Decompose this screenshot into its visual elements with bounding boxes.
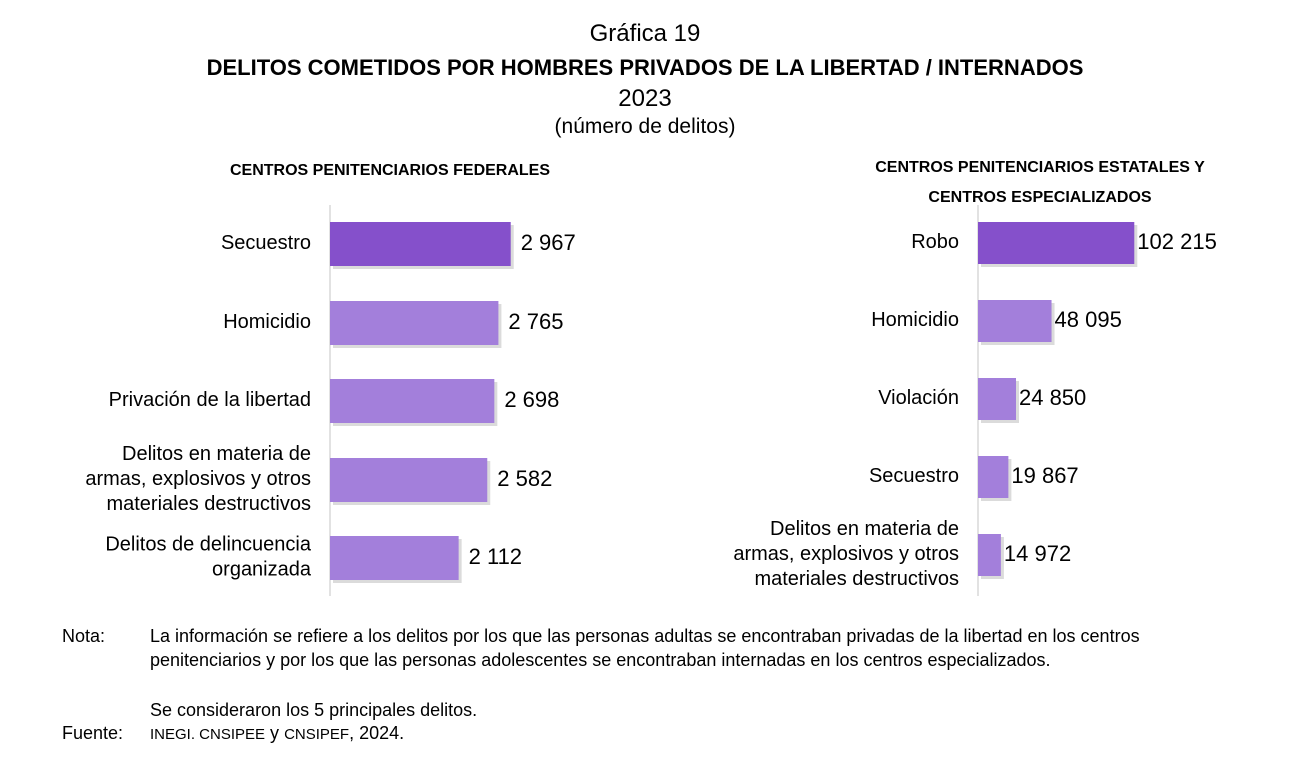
panel-state-title-line-1: CENTROS PENITENCIARIOS ESTATALES Y	[875, 159, 1205, 176]
source-and: y	[270, 723, 280, 743]
note-text: La información se refiere a los delitos por los que las personas adultas se encontraban privadas de la libertad en los centros penitenciarios y por los que las personas adolescentes se encontraban internadas en los centros especializados.	[150, 626, 1140, 670]
chart-number: Gráfica 19	[589, 20, 701, 47]
federal-value-label-5: 2 112	[468, 543, 523, 569]
federal-category-label-1: Secuestro	[220, 232, 311, 255]
federal-value-label-2: 2 765	[508, 308, 564, 334]
federal-value-label-4: 2 582	[497, 465, 553, 491]
state-category-label-2: Homicidio	[871, 309, 959, 332]
state-value-label-4: 19 867	[1011, 462, 1079, 488]
federal-category-label-2: Homicidio	[223, 311, 311, 334]
state-value-label-1: 102 215	[1137, 228, 1217, 254]
state-category-label-5: Delitos en materia de armas, explosivos y otros materiales destructivos	[733, 518, 959, 591]
state-bar-4	[978, 456, 1008, 498]
panel-state-title-line-2: CENTROS ESPECIALIZADOS	[928, 189, 1152, 206]
state-category-label-3: Violación	[878, 387, 959, 410]
source-text	[150, 721, 404, 747]
state-category-label-4: Secuestro	[868, 465, 959, 488]
note-extra: Se consideraron los 5 principales delitos.	[150, 700, 478, 720]
state-category-label-1: Robo	[911, 231, 959, 254]
federal-category-label-4: Delitos en materia de armas, explosivos y otros materiales destructivos	[85, 443, 311, 516]
chart-unit: (número de delitos)	[554, 115, 736, 138]
state-value-label-5: 14 972	[1003, 540, 1072, 566]
federal-value-label-1: 2 967	[520, 229, 576, 255]
state-value-label-2: 48 095	[1054, 306, 1122, 332]
panel-federal-title: CENTROS PENITENCIARIOS FEDERALES	[229, 162, 551, 179]
state-bar-1	[978, 222, 1134, 264]
federal-value-label-3: 2 698	[504, 386, 560, 412]
state-bar-3	[978, 378, 1016, 420]
chart-title: DELITOS COMETIDOS POR HOMBRES PRIVADOS DE LA LIBERTAD / INTERNADOS	[206, 55, 1084, 80]
state-bar-5	[978, 534, 1001, 576]
source-label: Fuente:	[62, 723, 124, 743]
state-value-label-3: 24 850	[1018, 384, 1087, 410]
federal-category-label-3: Privación de la libertad	[108, 389, 311, 412]
state-bar-2	[978, 300, 1052, 342]
source-year: , 2024.	[349, 723, 405, 743]
note-label: Nota:	[62, 626, 106, 646]
federal-category-label-5: Delitos de delincuencia organizada	[105, 533, 311, 581]
source-org2: CNSIPEF	[284, 726, 350, 743]
chart-year: 2023	[618, 85, 672, 112]
source-org: INEGI. CNSIPEE	[150, 726, 266, 743]
